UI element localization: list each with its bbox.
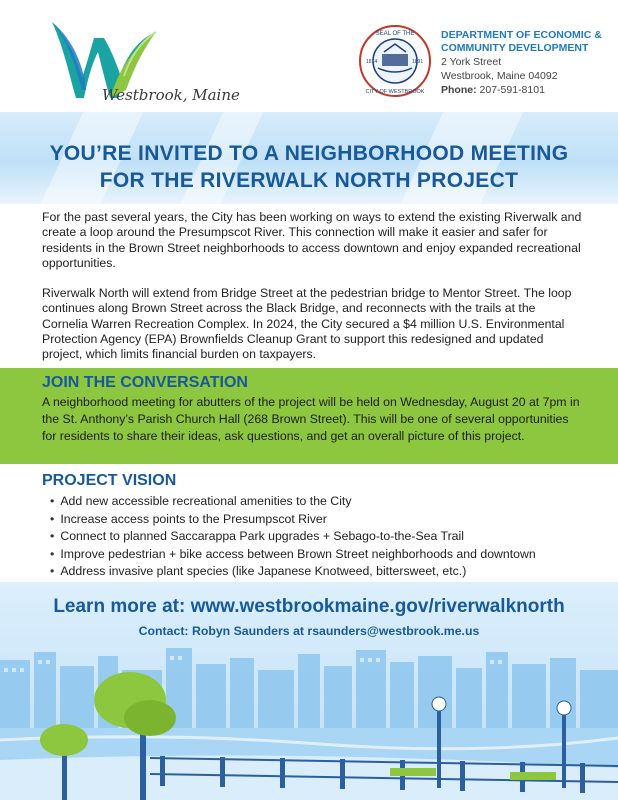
header [0, 0, 618, 112]
vision-item: • Address invasive plant species (like Japanese Knotweed, bittersweet, etc.) [50, 563, 536, 581]
vision-item: • Increase access points to the Presumpscot River [50, 511, 536, 529]
address-line1: 2 York Street [441, 56, 502, 68]
vision-item: • Connect to planned Saccarappa Park upgrades + Sebago-to-the-Sea Trail [50, 528, 536, 546]
contact-info[interactable]: Contact: Robyn Saunders at rsaunders@westbrook.me.us [138, 624, 480, 638]
department-name-line1: DEPARTMENT OF ECONOMIC & [441, 29, 602, 41]
seal-top-text: SEAL OF THE [375, 31, 415, 37]
vision-list [50, 493, 536, 581]
phone-line [441, 83, 611, 97]
logo-text: Westbrook, Maine [102, 86, 240, 104]
conversation-heading: JOIN THE CONVERSATION [42, 374, 248, 391]
phone-number: 207-591-8101 [479, 84, 545, 96]
intro-paragraph: For the past several years, the City has been working on ways to extend the existing Riverwalk and create a loop around the Presumpscot River. This connection will make it easier and safer for residents in the Brown Street neighborhoods to access downtown and enjoy expanded recreational opportunities. [42, 210, 582, 270]
learn-more-link[interactable]: Learn more at: www.westbrookmaine.gov/riverwalknorth [53, 596, 565, 617]
vision-item: • Improve pedestrian + bike access between Brown Street neighborhoods and downtown [50, 546, 536, 564]
seal-bottom-text: CITY OF WESTBROOK [365, 89, 425, 95]
city-skyline-illustration [0, 640, 618, 800]
seal-year-right: 1891 [412, 59, 424, 65]
department-info [441, 29, 611, 97]
vision-item: • Add new accessible recreational amenities to the City [50, 493, 536, 511]
city-seal [358, 24, 432, 98]
phone-label: Phone: [441, 84, 477, 96]
page-title-line1: YOU’RE INVITED TO A NEIGHBORHOOD MEETING [49, 142, 569, 165]
vision-heading: PROJECT VISION [42, 472, 177, 489]
intro-paragraph: Riverwalk North will extend from Bridge Street at the pedestrian bridge to Mentor Street. The loop continues along Brown Street across the Black Bridge, and reconnects with the trails at the Cornelia Warren Recreation Complex. In 2024, the City secured a $4 million U.S. Environmental Protection Agency (EPA) Brownfields Cleanup Grant to support this redesigned and updated project, which limits financial burden on taxpayers. [42, 286, 572, 362]
department-name-line2: COMMUNITY DEVELOPMENT [441, 42, 589, 54]
page-title-line2: FOR THE RIVERWALK NORTH PROJECT [99, 169, 519, 192]
conversation-body: A neighborhood meeting for abutters of the project will be held on Wednesday, August 20 at 7pm in the St. Anthony’s Parish Church Hall (268 Brown Street). This will be one of several opportunities for residents to share their ideas, ask questions, and get an overall picture of this project. [42, 395, 580, 443]
intro-text [42, 210, 582, 378]
seal-year-left: 1814 [366, 59, 378, 65]
address-line2: Westbrook, Maine 04092 [441, 70, 558, 82]
